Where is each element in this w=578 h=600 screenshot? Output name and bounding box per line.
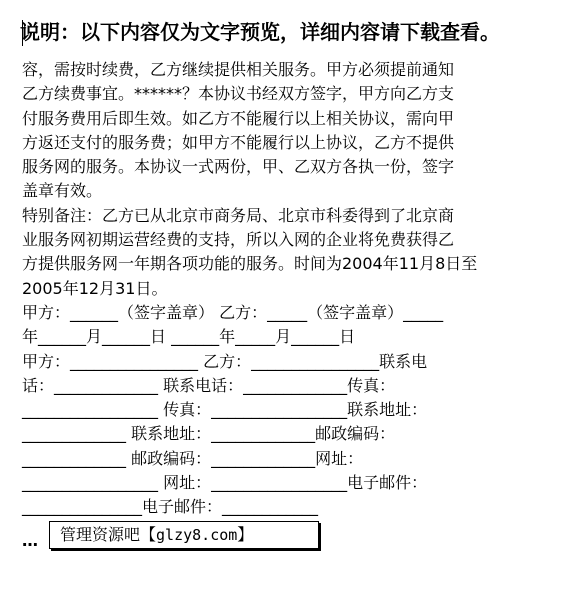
signature-line: 甲方：______（签字盖章） 乙方：_____（签字盖章）_____ <box>22 302 444 322</box>
text-line: 容，需按时续费，乙方继续提供相关服务。甲方必须提前通知 <box>22 60 455 79</box>
contact-line: _____________ 联系地址：_____________邮政编码： <box>22 424 396 444</box>
preview-notice: 说明：以下内容仅为文字预览，详细内容请下载查看。 <box>20 20 500 44</box>
text-line: 方提供服务网一年期各项功能的服务。时间为2004年11月8日至 <box>22 254 478 274</box>
contact-line: _______________电子邮件：____________ <box>22 497 319 517</box>
watermark-bracket: 】 <box>237 525 254 544</box>
date-line: 年______月______日 ______年_____月______日 <box>22 327 356 347</box>
text-line: 方返还支付的服务费；如甲方不能履行以上协议，乙方不提供 <box>22 132 455 152</box>
more-indicator: … <box>22 531 38 550</box>
document-body <box>22 58 552 520</box>
watermark-text: 管理资源吧【 <box>60 525 157 544</box>
text-line: 乙方续费事宜。******？本协议书经双方签字，甲方向乙方支 <box>22 84 455 104</box>
text-line: 盖章有效。 <box>22 181 103 201</box>
watermark-banner[interactable] <box>49 521 319 549</box>
text-line: 2005年12月31日。 <box>22 278 168 298</box>
contact-line: _________________ 网址：_________________电子邮件： <box>22 473 428 493</box>
text-line: 服务网的服务。本协议一式两份，甲、乙双方各执一份，签字 <box>22 157 455 177</box>
text-line: 特别备注：乙方已从北京市商务局、北京市科委得到了北京商 <box>22 205 455 225</box>
text-line: 付服务费用后即生效。如乙方不能履行以上相关协议，需向甲 <box>22 108 455 128</box>
contact-line: 甲方：________________ 乙方：________________联系电 <box>22 351 428 371</box>
contact-line: _____________ 邮政编码：_____________网址： <box>22 448 364 468</box>
watermark-domain[interactable]: glzy8.com <box>156 526 238 544</box>
contact-line: 话：_____________ 联系电话：_____________传真： <box>22 375 396 395</box>
text-line: 业服务网初期运营经费的支持，所以入网的企业将免费获得乙 <box>22 230 455 250</box>
contact-line: _________________ 传真：_________________联系地址： <box>22 400 428 420</box>
